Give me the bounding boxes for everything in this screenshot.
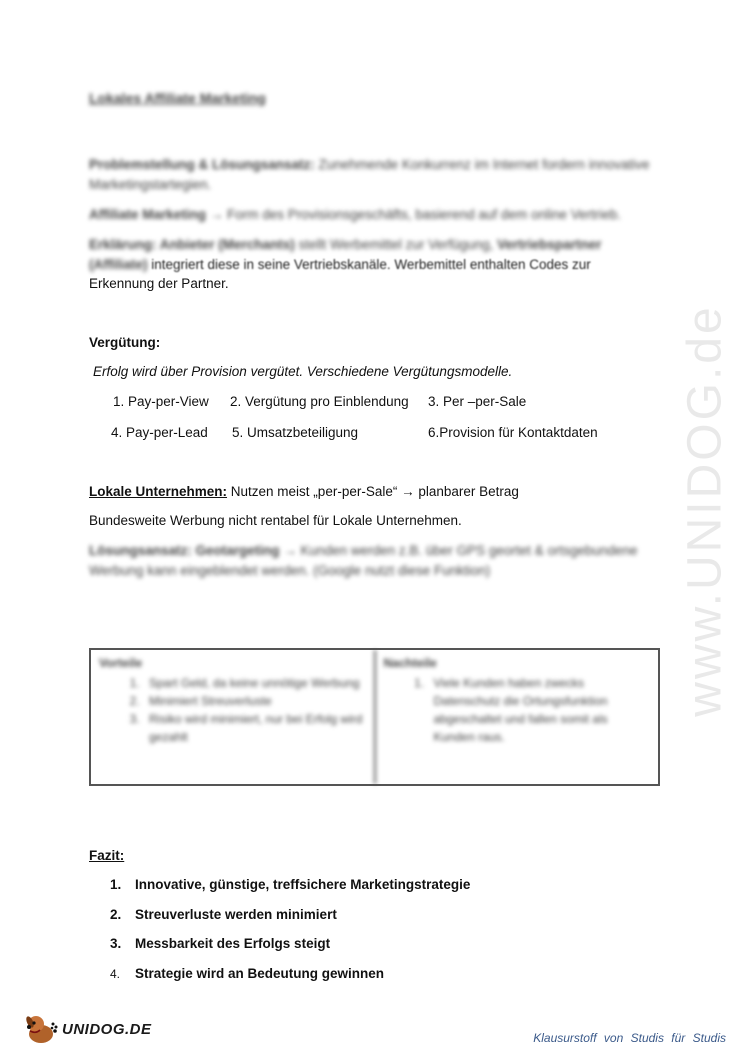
footer-logo [22,1012,152,1046]
model-item-6: 6.Provision für Kontaktdaten [428,425,598,440]
fazit-num: 1. [110,877,122,892]
vorteile-header: Vorteile [99,656,143,670]
vorteil-item: 1. Spart Geld, da keine unnötige Werbung [143,674,366,692]
arrow-right-icon: → [283,543,297,558]
verguetung-heading: Vergütung: [89,335,161,350]
lokal-line [89,482,519,501]
fazit-item [110,905,470,935]
fazit-item [110,934,470,964]
fazit-list [110,875,470,993]
problem-line [89,155,649,174]
fazit-text: Innovative, günstige, treffsichere Marketingstrategie [135,877,471,892]
erklaerung-line-2 [89,255,591,274]
dog-mascot-icon [22,1012,60,1046]
fazit-item [110,964,470,994]
brand-name: UNIDOG.DE [62,1020,152,1038]
arrow-right-icon: → [209,207,224,222]
erklaerung-text-2: integriert diese in seine Vertriebskanäle. Werbemittel enthalten Codes zur [147,257,591,272]
loesung-text: Kunden werden z.B. über GPS geortet & ortsgebundene [296,543,638,558]
vorteile-list [99,674,366,746]
loesung-line-2: Werbung kann eingeblendet werden. (Google nutzt diese Funktion) [89,563,491,578]
fazit-num: 3. [110,936,122,951]
problem-line-2: Marketingstartegien. [89,177,212,192]
fazit-text: Strategie wird an Bedeutung gewinnen [135,965,385,981]
vorteil-item: 2. Minimiert Streuverluste [143,692,366,710]
erklaerung-line-3: Erkennung der Partner. [89,276,229,291]
model-item-1: 1. Pay-per-View [113,394,209,409]
partner-label: Vertriebspartner [497,237,602,252]
merchants-label: Anbieter (Merchants) [156,237,295,252]
affiliate-line [89,205,621,224]
watermark: www.UNIDOG.de [678,303,732,717]
nachteile-column [374,650,659,784]
lokal-text: Nutzen meist „per-per-Sale“ [227,484,402,499]
affiliate-term: (Affiliate) [89,257,148,272]
model-item-4: 4. Pay-per-Lead [111,425,208,440]
lokal-label: Lokale Unternehmen: [89,484,228,499]
vorteil-item: 3. Risiko wird minimiert, nur bei Erfolg wird gezahlt [143,710,366,746]
vorteile-column [91,650,374,784]
erklaerung-text: stellt Werbemittel zur Verfügung, [294,237,498,252]
loesung-line [89,541,638,560]
affiliate-text: Form des Provisionsgeschäfts, basierend auf dem online Vertrieb. [223,207,621,222]
model-item-3: 3. Per –per-Sale [428,394,527,409]
arrow-right-icon: → [401,484,415,499]
model-item-5: 5. Umsatzbeteiligung [232,425,359,440]
problem-text: Zunehmende Konkurrenz im Internet fordern innovative [314,157,650,172]
footer-tagline: Klausurstoff von Studis für Studis [533,1031,726,1045]
erklaerung-line [89,235,601,254]
fazit-num: 2. [110,906,122,922]
nachteile-list [384,674,651,746]
model-item-2: 2. Vergütung pro Einblendung [230,394,409,409]
fazit-text: Messbarkeit des Erfolgs steigt [135,936,331,951]
fazit-item [110,875,470,905]
pros-cons-table [89,648,660,786]
fazit-text: Streuverluste werden minimiert [135,906,337,922]
lokal-line-2: Bundesweite Werbung nicht rentabel für Lokale Unternehmen. [89,513,462,528]
problem-label: Problemstellung & Lösungsansatz: [89,157,315,172]
erklaerung-label: Erklärung: [89,237,157,252]
fazit-num: 4. [110,966,121,981]
loesung-label: Lösungsansatz: Geotargeting [89,543,280,558]
document-title: Lokales Affiliate Marketing [89,90,266,106]
fazit-heading: Fazit: [89,848,125,863]
lokal-text-after: planbarer Betrag [414,484,519,499]
nachteile-header: Nachteile [383,656,437,670]
verguetung-subtitle: Erfolg wird über Provision vergütet. Verschiedene Vergütungsmodelle. [93,364,513,379]
affiliate-label: Affiliate Marketing [89,207,207,222]
nachteil-item: 1. Viele Kunden haben zwecks Datenschutz die Ortungsfunktion abgeschaltet und fallen somit als Kunden raus. [428,674,651,746]
